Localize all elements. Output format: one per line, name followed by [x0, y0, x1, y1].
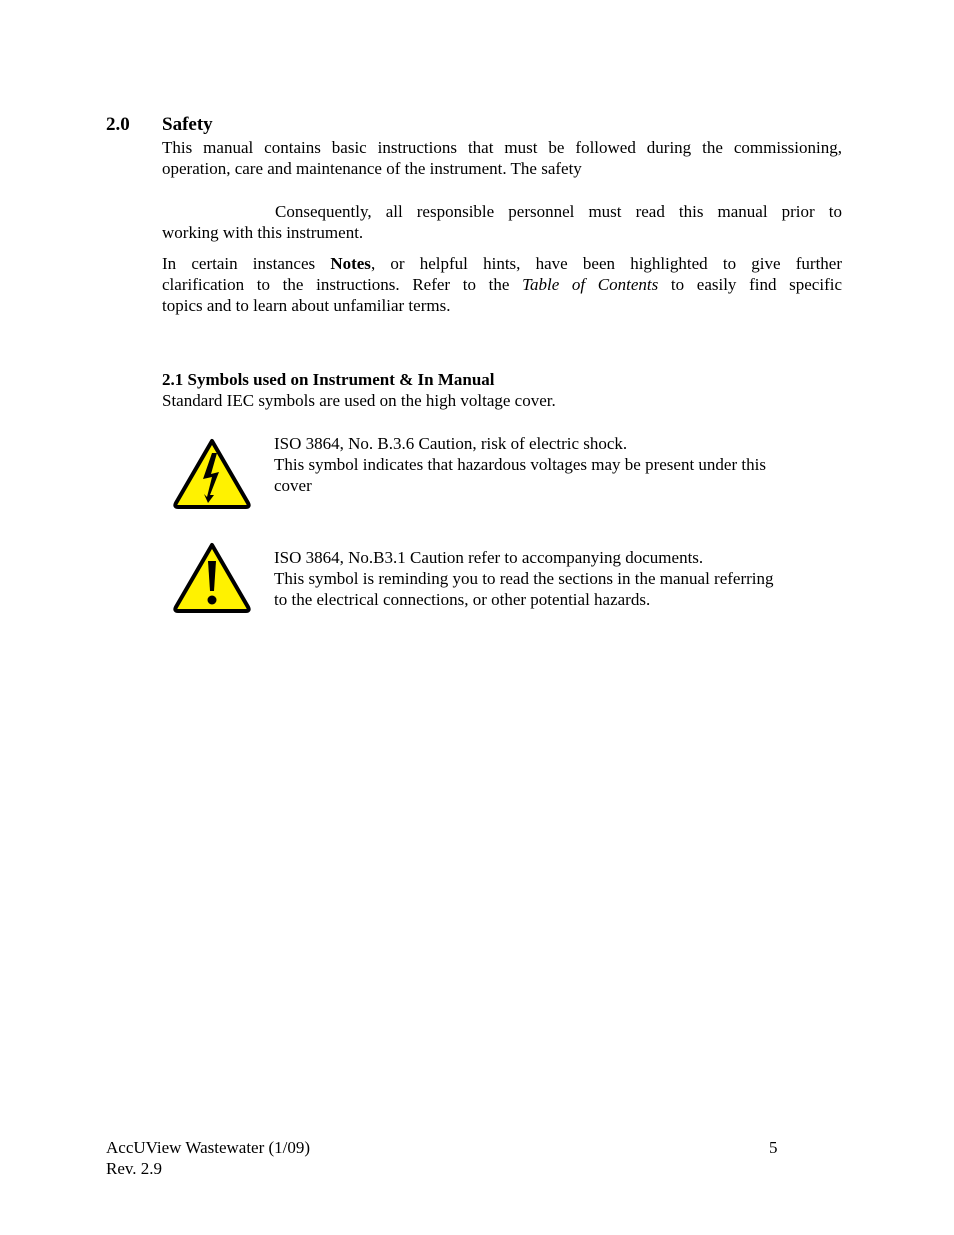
intro-paragraph-continued	[162, 201, 842, 243]
symbol-caution-title: ISO 3864, No.B3.1 Caution refer to accompanying documents.	[274, 548, 704, 567]
intro-line-2: operation, care and maintenance of the instrument. The safety	[162, 159, 582, 178]
symbol-shock-title: ISO 3864, No. B.3.6 Caution, risk of electric shock.	[274, 434, 628, 453]
notes-line-1-pre: In certain instances	[162, 254, 331, 273]
notes-line-2-pre: clarification to the instructions. Refer to the	[162, 275, 523, 294]
symbol-shock-description	[274, 433, 844, 496]
notes-paragraph	[162, 253, 842, 316]
symbol-caution-line-2: to the electrical connections, or other potential hazards.	[274, 590, 651, 609]
page-number: 5	[769, 1138, 778, 1157]
table-of-contents-reference: Table of Contents	[522, 275, 659, 294]
section-title: Safety	[162, 114, 213, 135]
notes-line-2-post: to easily find specific	[658, 275, 842, 294]
intro-paragraph	[162, 137, 842, 179]
page-footer	[106, 1137, 310, 1179]
footer-doc-title: AccUView Wastewater (1/09)	[106, 1138, 311, 1157]
symbol-shock-line-2: cover	[274, 476, 312, 495]
notes-line-1-post: , or helpful hints, have been highlighted to give further	[370, 254, 842, 273]
symbol-shock-line-1: This symbol indicates that hazardous voltages may be present under this	[274, 455, 766, 474]
footer-revision: Rev. 2.9	[106, 1159, 163, 1178]
notes-line-2	[162, 274, 842, 295]
caution-exclamation-icon	[172, 541, 252, 611]
electric-shock-warning-icon	[172, 437, 252, 507]
subsection-title: 2.1 Symbols used on Instrument & In Manual	[162, 370, 495, 389]
subsection-intro: Standard IEC symbols are used on the high voltage cover.	[162, 391, 556, 410]
notes-bold-term: Notes	[330, 254, 371, 273]
intro-line-4: working with this instrument.	[162, 223, 364, 242]
intro-line-3: Consequently, all responsible personnel must read this manual prior to	[275, 202, 842, 221]
symbol-caution-line-1: This symbol is reminding you to read the sections in the manual referring	[274, 569, 774, 588]
intro-line-1: This manual contains basic instructions that must be followed during the commissioning,	[162, 138, 842, 157]
notes-line-1	[162, 253, 842, 274]
section-number: 2.0	[106, 114, 130, 135]
symbol-caution-description	[274, 547, 844, 610]
notes-line-3: topics and to learn about unfamiliar terms.	[162, 296, 451, 315]
